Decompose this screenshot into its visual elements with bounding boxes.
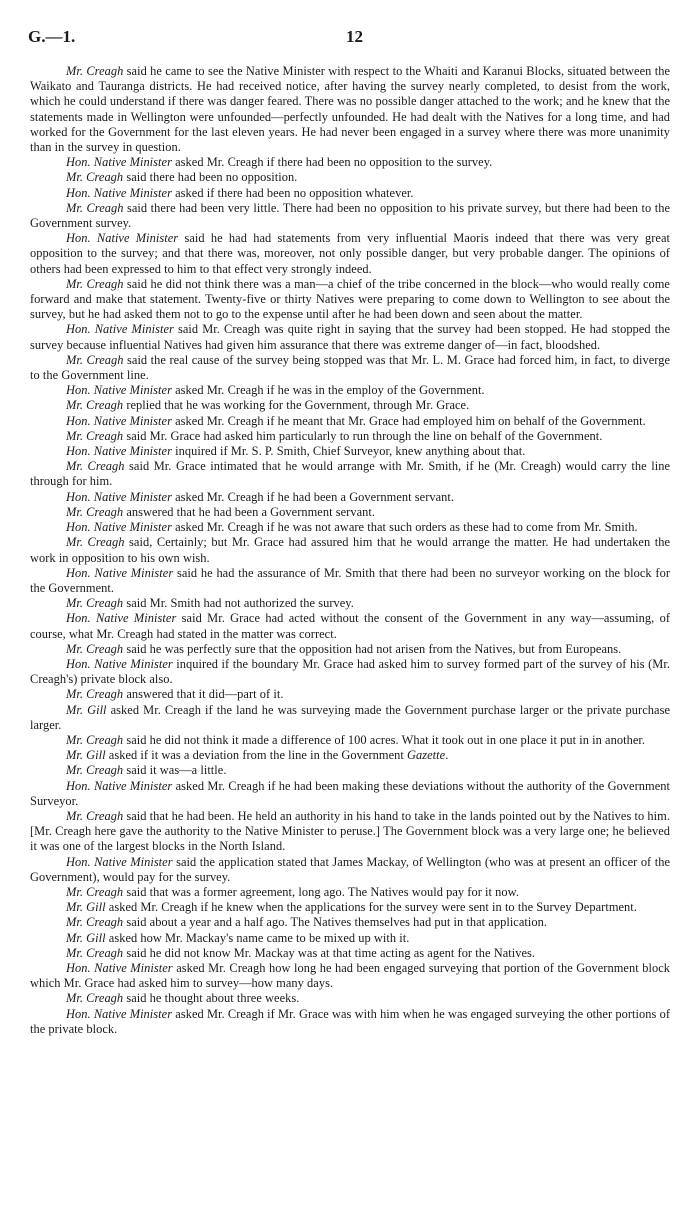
speaker-name: Mr. Creagh [66, 398, 124, 413]
paragraph-text: asked if it was a deviation from the line in the Government [105, 748, 408, 763]
speaker-name: Hon. Native Minister [66, 520, 172, 535]
paragraph-text: asked Mr. Creagh if he had been making these deviations without the authority of the Government Surveyor. [30, 778, 671, 808]
speaker-name: Mr. Gill [66, 748, 106, 763]
speaker-name: Mr. Creagh [66, 596, 124, 611]
paragraph-text-tail: . [445, 748, 449, 763]
paragraph-text: said there had been no opposition. [123, 170, 298, 185]
speaker-name: Mr. Gill [66, 702, 107, 717]
speaker-name: Hon. Native Minister [66, 854, 173, 869]
paragraph [30, 687, 670, 702]
paragraph [30, 231, 670, 277]
paragraph-text: said the application stated that James Mackay, of Wellington (who was at present an officer of the Government), would pay for the survey. [30, 854, 670, 884]
paragraph-text: asked Mr. Creagh if Mr. Grace was with him when he was engaged surveying the other portions of the private block. [30, 1006, 671, 1036]
speaker-name: Mr. Creagh [66, 641, 124, 656]
speaker-name: Hon. Native Minister [66, 231, 179, 246]
paragraph-text: said Mr. Grace intimated that he would arrange with Mr. Smith, if he (Mr. Creagh) would carry the line through for him. [30, 459, 670, 489]
paragraph-text: said he did not think it made a difference of 100 acres. What it took out in one place it put in in another. [123, 732, 646, 747]
speaker-name: Mr. Creagh [66, 428, 124, 443]
speaker-name: Hon. Native Minister [66, 413, 172, 428]
speaker-name: Hon. Native Minister [66, 778, 173, 793]
speaker-name: Hon. Native Minister [66, 444, 172, 459]
paragraph-text: said Mr. Grace had acted without the consent of the Government in any way—assuming, of course, what Mr. Creagh had stated in the matter was correct. [30, 611, 670, 641]
paragraph [30, 657, 670, 687]
paragraph [30, 703, 670, 733]
paragraph-text: said he had the assurance of Mr. Smith that there had been no surveyor working on the block for the Government. [30, 565, 671, 595]
speaker-name: Mr. Creagh [66, 991, 124, 1006]
paragraph-text: asked Mr. Creagh if he meant that Mr. Grace had employed him on behalf of the Government. [171, 413, 646, 428]
speaker-name: Mr. Creagh [66, 535, 125, 550]
paragraph [30, 444, 670, 459]
paragraph [30, 201, 670, 231]
paragraph-text: said Mr. Smith had not authorized the survey. [123, 596, 354, 611]
italic-title: Gazette [407, 748, 446, 763]
paragraph-text: said he did not know Mr. Mackay was at that time acting as agent for the Natives. [123, 945, 536, 960]
paragraph-text: said that he had been. He held an authority in his hand to take in the lands pointed out by the Natives to him. [Mr. Creagh here gave the authority to the Native Minister to peruse.] The Government block was a very large one; he believed it was one of the largest blocks in the North Island. [30, 808, 670, 854]
paragraph [30, 535, 670, 565]
paragraph [30, 733, 670, 748]
paragraph-text: said Mr. Grace had asked him particularly to run through the line on behalf of the Government. [123, 428, 603, 443]
speaker-name: Hon. Native Minister [66, 322, 174, 337]
paragraph [30, 809, 670, 855]
paragraph [30, 885, 670, 900]
paragraph-text: said about a year and a half ago. The Natives themselves had put in that application. [123, 915, 548, 930]
paragraph-text: asked Mr. Creagh how long he had been engaged surveying that portion of the Government block which Mr. Grace had asked him to survey—how many days. [30, 960, 670, 991]
paragraph [30, 490, 670, 505]
speaker-name: Mr. Creagh [66, 459, 125, 474]
paragraph [30, 991, 670, 1006]
speaker-name: Hon. Native Minister [66, 383, 172, 398]
paragraph [30, 170, 670, 185]
paragraph-text: asked if there had been no opposition whatever. [171, 185, 414, 200]
paragraph [30, 642, 670, 657]
paragraph [30, 277, 670, 323]
paragraph [30, 398, 670, 413]
paragraph [30, 383, 670, 398]
paragraph-text: said he had had statements from very influential Maoris indeed that there was very great opposition to the survey; and that there was, moreover, not only possible danger, but very probable danger. The opinions of others had been expressed to him to that effect very strongly indeed. [30, 231, 671, 276]
paragraph-text: asked Mr. Creagh if he knew when the applications for the survey were sent in to the Survey Department. [105, 900, 637, 915]
paragraph-text: said that was a former agreement, long ago. The Natives would pay for it now. [123, 884, 520, 899]
speaker-name: Mr. Creagh [66, 884, 124, 899]
speaker-name: Hon. Native Minister [66, 656, 173, 671]
paragraph-text: asked Mr. Creagh if the land he was surveying made the Government purchase larger or the private purchase larger. [30, 702, 670, 732]
paragraph-text: asked Mr. Creagh if he had been a Government servant. [171, 489, 455, 504]
speaker-name: Mr. Creagh [66, 945, 124, 960]
paragraph-text: said Mr. Creagh was quite right in saying that the survey had been stopped. He had stopped the survey because influential Natives had given him assurance that there was extreme danger of—in fact, bloodshed. [30, 322, 670, 352]
paragraph [30, 915, 670, 930]
paragraph [30, 520, 670, 535]
paragraph [30, 459, 670, 489]
paragraph-text: inquired if Mr. S. P. Smith, Chief Surveyor, knew anything about that. [171, 444, 526, 459]
paragraph-text: said it was—a little. [123, 763, 227, 778]
paragraph [30, 900, 670, 915]
paragraph [30, 186, 670, 201]
paragraph-text: answered that it did—part of it. [123, 687, 284, 702]
paragraph [30, 566, 670, 596]
speaker-name: Mr. Creagh [66, 352, 124, 367]
paragraph [30, 855, 670, 885]
speaker-name: Hon. Native Minister [66, 185, 172, 200]
paragraph [30, 748, 670, 763]
paragraph [30, 353, 670, 383]
paragraph [30, 763, 670, 778]
paragraph [30, 1007, 670, 1037]
paragraph [30, 429, 670, 444]
paragraph-text: asked Mr. Creagh if there had been no opposition to the survey. [171, 155, 493, 170]
paragraph-text: said he thought about three weeks. [123, 991, 300, 1006]
paragraph-text: inquired if the boundary Mr. Grace had asked him to survey formed part of the survey of his (Mr. Creagh's) private block also. [30, 656, 670, 687]
speaker-name: Mr. Creagh [66, 763, 124, 778]
speaker-name: Hon. Native Minister [66, 1006, 173, 1021]
speaker-name: Mr. Creagh [66, 504, 124, 519]
speaker-name: Mr. Gill [66, 900, 106, 915]
paragraph-text: answered that he had been a Government servant. [123, 504, 376, 519]
paragraph [30, 322, 670, 352]
speaker-name: Mr. Creagh [66, 808, 124, 823]
speaker-name: Mr. Creagh [66, 915, 124, 930]
paragraph [30, 505, 670, 520]
paragraph-text: said he came to see the Native Minister with respect to the Whaiti and Karanui Blocks, situated between the Waikato and Tauranga districts. He had received notice, after having the survey nearly completed, to desist from the work, which he could understand if there was danger feared. There was no possible danger attached to the work; and he knew that the statements made in Wellington were unfounded—perfectly unfounded. He had dealt with the Natives for a long time, and had worked for the Government for the last eleven years. He had never been engaged in a survey where there was more unanimity than in the survey in question. [30, 64, 670, 155]
paragraph-text: asked Mr. Creagh if he was in the employ of the Government. [171, 383, 485, 398]
paragraph-text: said he did not think there was a man—a chief of the tribe concerned in the block—who would really come forward and make that statement. Twenty-five or thirty Natives were preparing to come down to Wellington to see about the survey, but he had asked them not to go to the expense until after he had been down and seen about the matter. [30, 276, 670, 322]
paragraph-text: replied that he was working for the Government, through Mr. Grace. [123, 398, 470, 413]
speaker-name: Hon. Native Minister [66, 155, 172, 170]
paragraph [30, 946, 670, 961]
speaker-name: Hon. Native Minister [66, 960, 173, 975]
speaker-name: Mr. Creagh [66, 732, 124, 747]
paragraph [30, 779, 670, 809]
paragraph [30, 961, 670, 991]
speaker-name: Mr. Gill [66, 930, 106, 945]
speaker-name: Mr. Creagh [66, 170, 124, 185]
speaker-name: Mr. Creagh [66, 687, 124, 702]
paragraph [30, 155, 670, 170]
paragraph [30, 931, 670, 946]
paragraph-text: said the real cause of the survey being stopped was that Mr. L. M. Grace had forced him, in fact, to diverge to the Government line. [30, 352, 670, 383]
page-header [28, 27, 672, 49]
minutes-body [30, 64, 670, 1037]
paragraph-text: asked Mr. Creagh if he was not aware that such orders as these had to come from Mr. Smith. [171, 520, 638, 535]
page-number: 12 [346, 27, 363, 46]
speaker-name: Hon. Native Minister [66, 489, 172, 504]
speaker-name: Mr. Creagh [66, 64, 124, 78]
paragraph [30, 64, 670, 155]
paragraph [30, 596, 670, 611]
paragraph-text: said, Certainly; but Mr. Grace had assured him that he would arrange the matter. He had undertaken the work in opposition to his own wish. [30, 535, 670, 565]
document-reference: G.—1. [28, 27, 76, 46]
speaker-name: Mr. Creagh [66, 276, 124, 291]
paragraph-text: said there had been very little. There had been no opposition to his private survey, but there had been to the Government survey. [30, 200, 670, 231]
speaker-name: Hon. Native Minister [66, 611, 177, 626]
paragraph-text: said he was perfectly sure that the opposition had not arisen from the Natives, but from Europeans. [123, 641, 622, 656]
paragraph [30, 414, 670, 429]
speaker-name: Mr. Creagh [66, 200, 124, 215]
speaker-name: Hon. Native Minister [66, 565, 174, 580]
paragraph-text: asked how Mr. Mackay's name came to be mixed up with it. [105, 930, 410, 945]
paragraph [30, 611, 670, 641]
